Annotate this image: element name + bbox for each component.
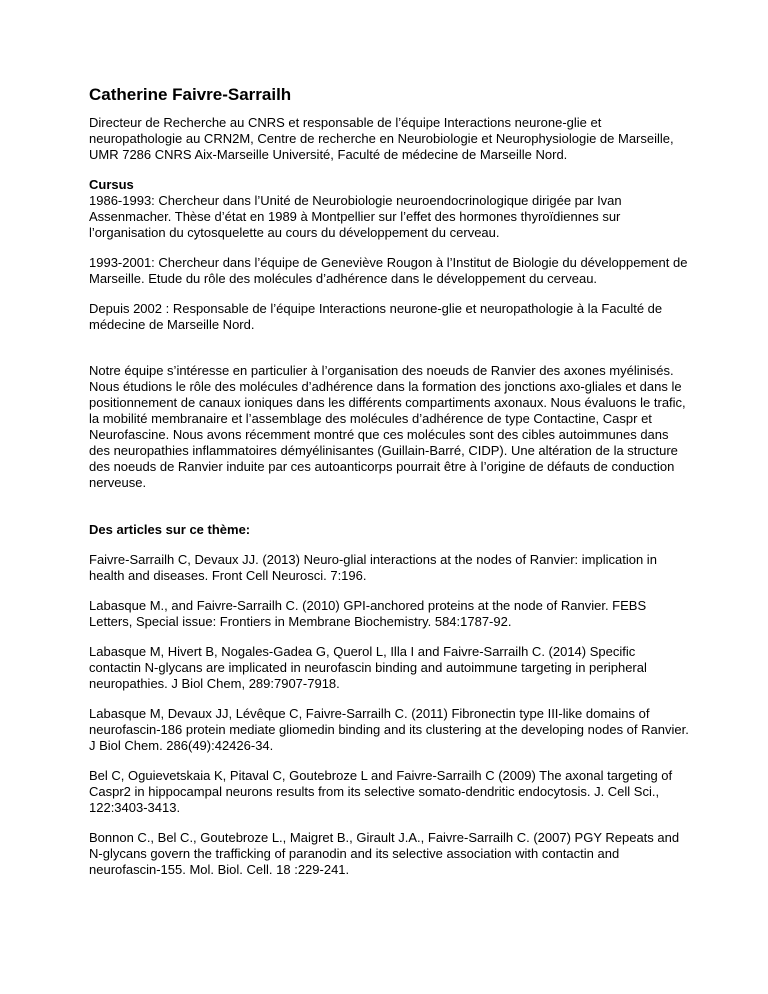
article-reference: Faivre-Sarrailh C, Devaux JJ. (2013) Neuro-glial interactions at the nodes of Ranvier: implication in health and diseases. Front Cell Neurosci. 7:196. bbox=[89, 552, 657, 583]
cursus-item: 1986-1993: Chercheur dans l’Unité de Neurobiologie neuroendocrinologique dirigée par Ivan Assenmacher. Thèse d’état en 1989 à Montpellier sur l’effet des hormones thyroïdiennes sur l’organisation du cytosquelette au cours du développement du cerveau. bbox=[89, 193, 622, 240]
article-reference: Labasque M, Devaux JJ, Lévêque C, Faivre-Sarrailh C. (2011) Fibronectin type III-like domains of neurofascin-186 protein mediate gliomedin binding and its clustering at the developing nodes of Ranvier. J Biol Chem. 286(49):42426-34. bbox=[89, 706, 689, 753]
cursus-item: 1993-2001: Chercheur dans l’équipe de Geneviève Rougon à l’Institut de Biologie du développement de Marseille. Etude du rôle des molécules d’adhérence dans le développement du cerveau. bbox=[89, 255, 688, 286]
articles-heading: Des articles sur ce thème: bbox=[89, 522, 251, 537]
cursus-item: Depuis 2002 : Responsable de l’équipe Interactions neurone-glie et neuropathologie à la Faculté de médecine de Marseille Nord. bbox=[89, 301, 663, 332]
article-reference: Labasque M, Hivert B, Nogales-Gadea G, Querol L, Illa I and Faivre-Sarrailh C. (2014) Specific contactin N-glycans are implicated in neurofascin binding and autoimmune targeting in peripheral neuropathies. J Biol Chem, 289:7907-7918. bbox=[89, 644, 647, 691]
research-paragraph: Notre équipe s’intéresse en particulier à l’organisation des noeuds de Ranvier des axones myélinisés. Nous étudions le rôle des molécules d’adhérence dans la formation des jonctions axo-gliales et dans le positionnement de canaux ioniques dans les différents compartiments axonaux. Nous évaluons le trafic, la mobilité membranaire et l’assemblage des molécules d’adhérence de type Contactine, Caspr et Neurofascine. Nous avons récemment montré que ces molécules sont des cibles autoimmunes dans des neuropathies inflammatoires démyélinisantes (Guillain-Barré, CIDP). Une altération de la structure des noeuds de Ranvier induite par ces autoanticorps pourrait être à l’origine de défauts de conduction nerveuse. bbox=[89, 363, 686, 490]
cursus-heading: Cursus bbox=[89, 177, 134, 192]
article-reference: Bonnon C., Bel C., Goutebroze L., Maigret B., Girault J.A., Faivre-Sarrailh C. (2007) PGY Repeats and N-glycans govern the trafficking of paranodin and its selective association with contactin and neurofascin-155. Mol. Biol. Cell. 18 :229-241. bbox=[89, 830, 680, 877]
article-reference: Bel C, Oguievetskaia K, Pitaval C, Goutebroze L and Faivre-Sarrailh C (2009) The axonal targeting of Caspr2 in hippocampal neurons results from its selective somato-dendritic endocytosis. J. Cell Sci., 122:3403-3413. bbox=[89, 768, 673, 815]
intro-paragraph: Directeur de Recherche au CNRS et responsable de l’équipe Interactions neurone-glie et neuropathologie au CRN2M, Centre de recherche en Neurobiologie et Neurophysiologie de Marseille, UMR 7286 CNRS Aix-Marseille Université, Faculté de médecine de Marseille Nord. bbox=[89, 115, 674, 162]
page-title: Catherine Faivre-Sarrailh bbox=[89, 85, 292, 104]
document-page bbox=[89, 84, 689, 892]
article-reference: Labasque M., and Faivre-Sarrailh C. (2010) GPI-anchored proteins at the node of Ranvier. FEBS Letters, Special issue: Frontiers in Membrane Biochemistry. 584:1787-92. bbox=[89, 598, 647, 629]
